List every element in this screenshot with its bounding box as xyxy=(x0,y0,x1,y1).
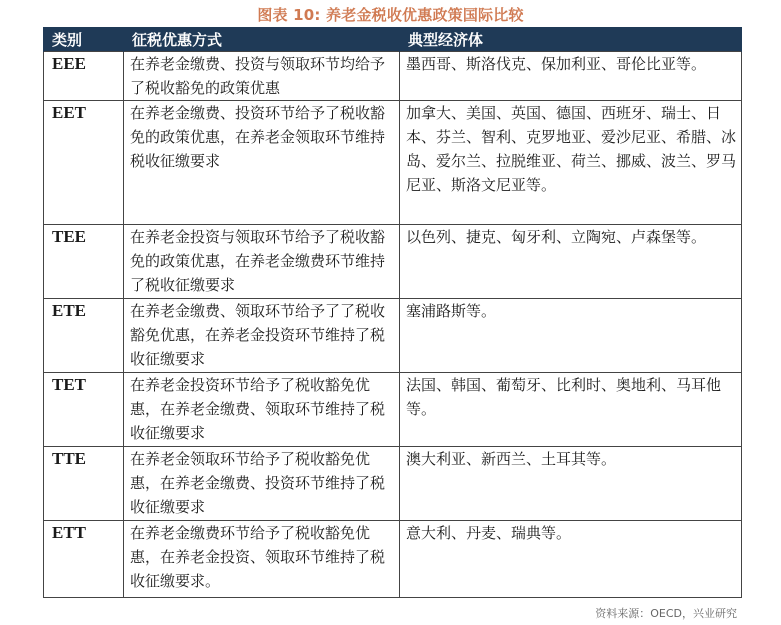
row-category: ETT xyxy=(44,521,124,598)
table-row xyxy=(44,447,742,521)
row-method: 在养老金投资与领取环节给予了税收豁免的政策优惠，在养老金缴费环节维持了税收征缴要求 xyxy=(124,225,400,299)
table-row xyxy=(44,101,742,225)
row-category: TEE xyxy=(44,225,124,299)
row-method: 在养老金缴费、领取环节给予了了税收豁免优惠，在养老金投资环节维持了税收征缴要求 xyxy=(124,299,400,373)
row-countries: 以色列、捷克、匈牙利、立陶宛、卢森堡等。 xyxy=(400,225,742,299)
row-method: 在养老金缴费、投资环节给予了税收豁免的政策优惠，在养老金领取环节维持税收征缴要求 xyxy=(124,101,400,225)
row-countries: 澳大利亚、新西兰、土耳其等。 xyxy=(400,447,742,521)
row-countries: 法国、韩国、葡萄牙、比利时、奥地利、马耳他等。 xyxy=(400,373,742,447)
figure-title: 图表 10: 养老金税收优惠政策国际比较 xyxy=(257,6,524,24)
table-row xyxy=(44,52,742,101)
table-row xyxy=(44,225,742,299)
policy-comparison-table xyxy=(43,27,742,598)
row-countries: 加拿大、美国、英国、德国、西班牙、瑞士、日本、芬兰、智利、克罗地亚、爱沙尼亚、希腊、冰岛、爱尔兰、拉脱维亚、荷兰、挪威、波兰、罗马尼亚、斯洛文尼亚等。 xyxy=(400,101,742,225)
header-method: 征税优惠方式 xyxy=(124,27,400,52)
row-method: 在养老金领取环节给予了税收豁免优惠，在养老金缴费、投资环节维持了税收征缴要求 xyxy=(124,447,400,521)
header-category: 类别 xyxy=(44,27,124,52)
table-row xyxy=(44,299,742,373)
row-method: 在养老金投资环节给予了税收豁免优惠，在养老金缴费、领取环节维持了税收征缴要求 xyxy=(124,373,400,447)
row-method: 在养老金缴费、投资与领取环节均给予了税收豁免的政策优惠 xyxy=(124,52,400,101)
row-countries: 意大利、丹麦、瑞典等。 xyxy=(400,521,742,598)
row-category: TTE xyxy=(44,447,124,521)
row-method: 在养老金缴费环节给予了税收豁免优惠，在养老金投资、领取环节维持了税收征缴要求。 xyxy=(124,521,400,598)
row-countries: 墨西哥、斯洛伐克、保加利亚、哥伦比亚等。 xyxy=(400,52,742,101)
table-header-row xyxy=(44,27,742,52)
row-category: EET xyxy=(44,101,124,225)
header-countries: 典型经济体 xyxy=(400,27,742,52)
row-countries: 塞浦路斯等。 xyxy=(400,299,742,373)
row-category: TET xyxy=(44,373,124,447)
table-row xyxy=(44,373,742,447)
table-row xyxy=(44,521,742,598)
row-category: EEE xyxy=(44,52,124,101)
source-note: 资料来源：OECD，兴业研究 xyxy=(595,607,737,620)
row-category: ETE xyxy=(44,299,124,373)
